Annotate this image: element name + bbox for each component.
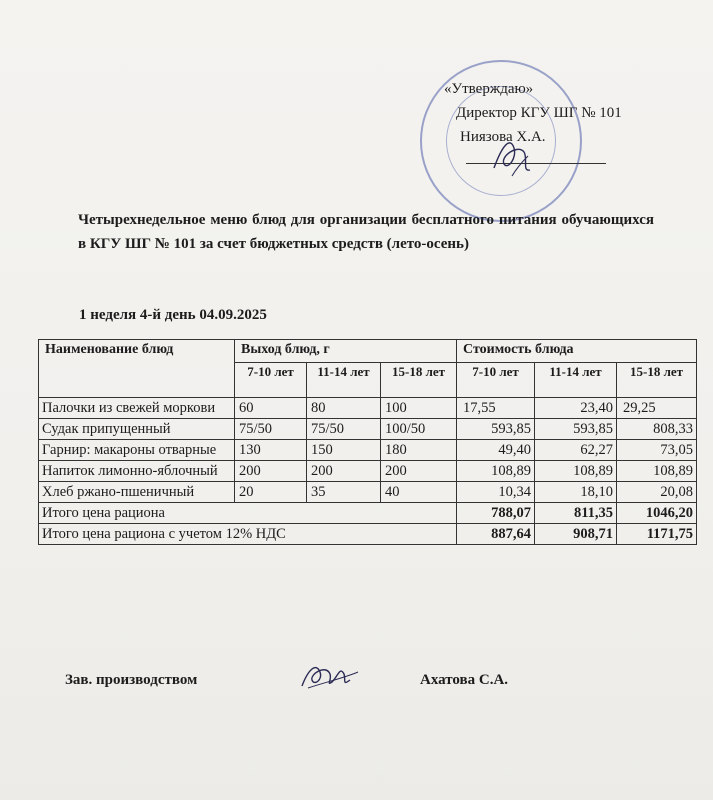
dish-name: Гарнир: макароны отварные xyxy=(39,440,235,461)
week-day-date: 1 неделя 4-й день 04.09.2025 xyxy=(79,307,267,323)
production-manager-name: Ахатова С.А. xyxy=(420,672,509,688)
production-manager-title: Зав. производством xyxy=(65,672,198,688)
dish-cost: 20,08 xyxy=(617,482,697,503)
header-cost: Стоимость блюда xyxy=(457,340,697,363)
approval-name: Ниязова Х.А. xyxy=(460,129,546,145)
dish-output: 100/50 xyxy=(381,419,457,440)
document-title: Четырехнедельное меню блюд для организации бесплатного питания обучающихся в КГУ ШГ № 101 за счет бюджетных средств (лето-осень) xyxy=(78,212,654,252)
dish-output: 200 xyxy=(381,461,457,482)
table-row xyxy=(39,398,697,419)
dish-output: 35 xyxy=(307,482,381,503)
dish-cost: 593,85 xyxy=(535,419,617,440)
total-cost: 811,35 xyxy=(535,503,617,524)
dish-name: Судак припущенный xyxy=(39,419,235,440)
dish-output: 80 xyxy=(307,398,381,419)
dish-name: Напиток лимонно-яблочный xyxy=(39,461,235,482)
dish-output: 75/50 xyxy=(235,419,307,440)
header-output: Выход блюд, г xyxy=(235,340,457,363)
director-signature xyxy=(484,126,544,186)
total-cost: 788,07 xyxy=(457,503,535,524)
dish-output: 200 xyxy=(235,461,307,482)
table-header-row xyxy=(39,340,697,363)
total-vat-cost: 1171,75 xyxy=(617,524,697,545)
table-row xyxy=(39,482,697,503)
approval-heading: «Утверждаю» xyxy=(444,81,534,97)
menu-table xyxy=(38,339,697,545)
dish-output: 40 xyxy=(381,482,457,503)
table-row xyxy=(39,461,697,482)
total-vat-row xyxy=(39,524,697,545)
dish-output: 130 xyxy=(235,440,307,461)
total-row xyxy=(39,503,697,524)
dish-cost: 49,40 xyxy=(457,440,535,461)
total-label: Итого цена рациона xyxy=(39,503,457,524)
dish-cost: 62,27 xyxy=(535,440,617,461)
total-vat-cost: 908,71 xyxy=(535,524,617,545)
dish-output: 180 xyxy=(381,440,457,461)
subheader-cost-age: 11-14 лет xyxy=(535,363,617,398)
dish-cost: 23,40 xyxy=(535,398,617,419)
dish-cost: 10,34 xyxy=(457,482,535,503)
subheader-output-age: 7-10 лет xyxy=(235,363,307,398)
dish-cost: 73,05 xyxy=(617,440,697,461)
subheader-output-age: 11-14 лет xyxy=(307,363,381,398)
dish-cost: 108,89 xyxy=(535,461,617,482)
dish-output: 20 xyxy=(235,482,307,503)
dish-name: Хлеб ржано-пшеничный xyxy=(39,482,235,503)
production-manager-signature xyxy=(296,652,366,698)
table-row xyxy=(39,419,697,440)
header-dish-name: Наименование блюд xyxy=(39,340,235,398)
dish-cost: 18,10 xyxy=(535,482,617,503)
dish-output: 150 xyxy=(307,440,381,461)
subheader-output-age: 15-18 лет xyxy=(381,363,457,398)
dish-name: Палочки из свежей моркови xyxy=(39,398,235,419)
dish-output: 60 xyxy=(235,398,307,419)
total-vat-label: Итого цена рациона с учетом 12% НДС xyxy=(39,524,457,545)
dish-output: 75/50 xyxy=(307,419,381,440)
subheader-cost-age: 7-10 лет xyxy=(457,363,535,398)
dish-cost: 593,85 xyxy=(457,419,535,440)
dish-output: 100 xyxy=(381,398,457,419)
subheader-cost-age: 15-18 лет xyxy=(617,363,697,398)
table-row xyxy=(39,440,697,461)
dish-cost: 808,33 xyxy=(617,419,697,440)
dish-cost: 29,25 xyxy=(617,398,697,419)
approval-position: Директор КГУ ШГ № 101 xyxy=(456,105,622,121)
total-vat-cost: 887,64 xyxy=(457,524,535,545)
dish-cost: 17,55 xyxy=(457,398,535,419)
total-cost: 1046,20 xyxy=(617,503,697,524)
dish-cost: 108,89 xyxy=(457,461,535,482)
dish-cost: 108,89 xyxy=(617,461,697,482)
dish-output: 200 xyxy=(307,461,381,482)
